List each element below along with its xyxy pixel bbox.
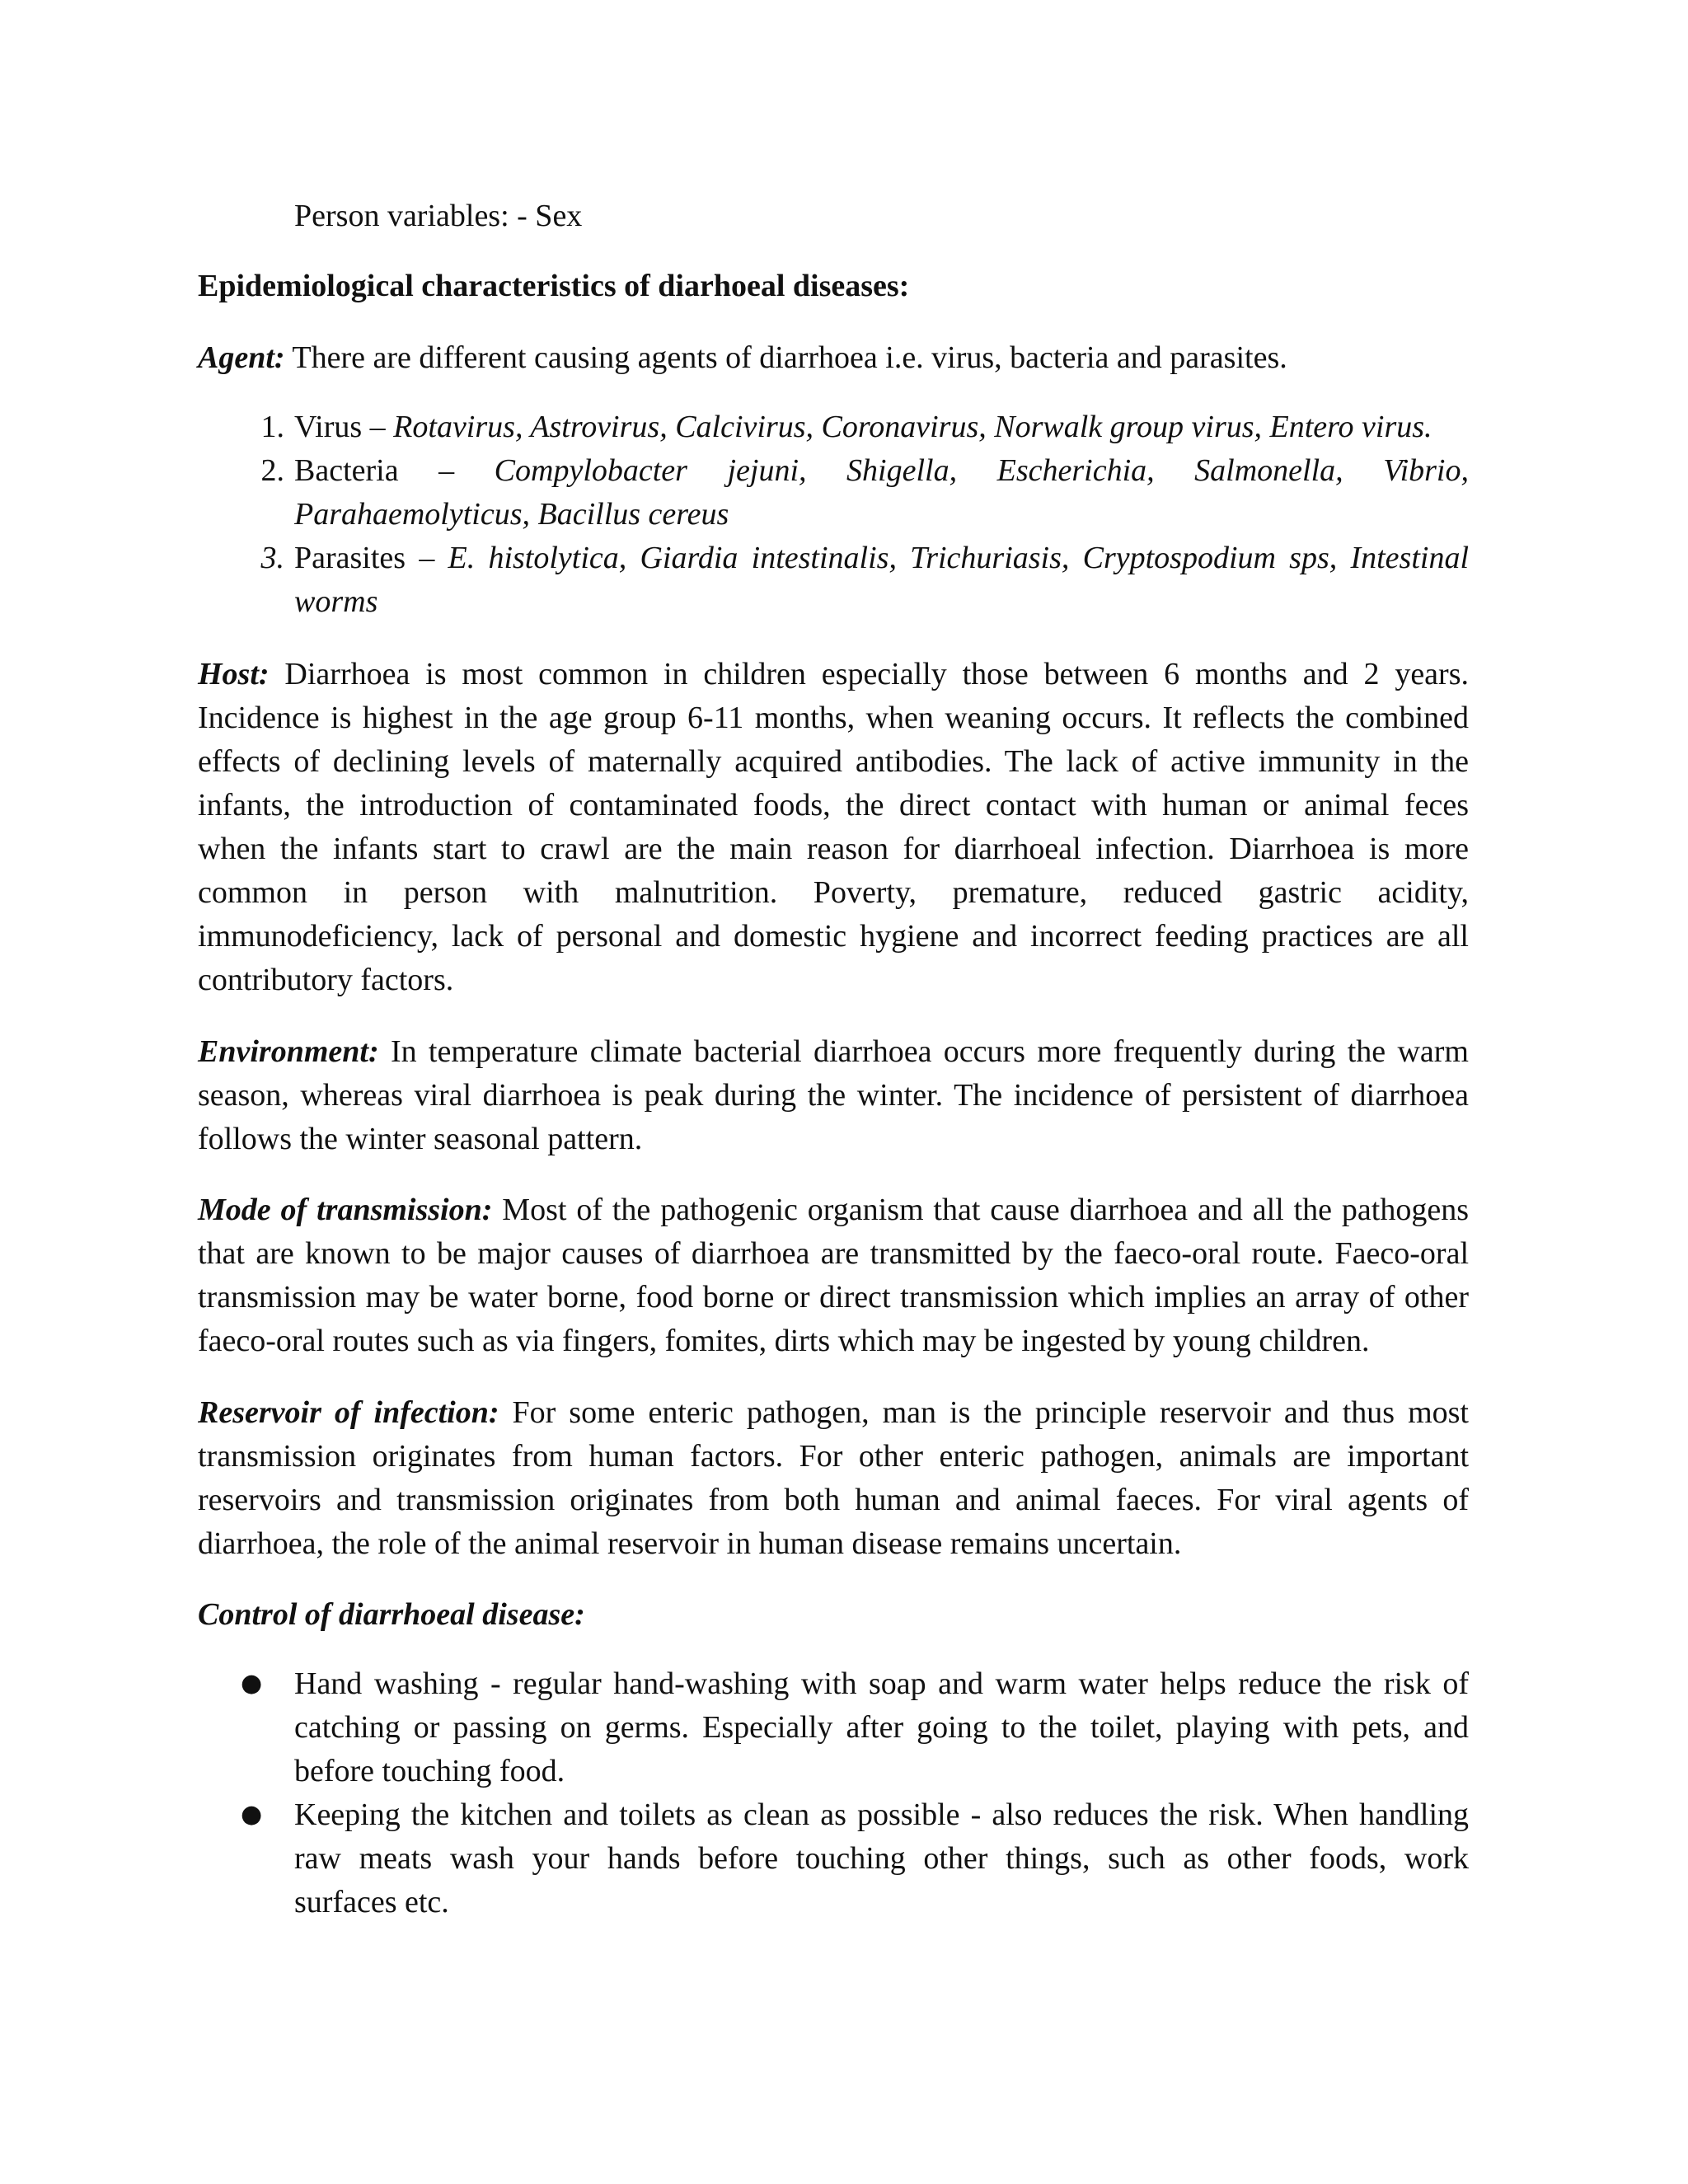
agent-item-name: Parasites	[294, 541, 420, 575]
agent-item-species: – Rotavirus, Astrovirus, Calcivirus, Coronavirus, Norwalk group virus, Entero virus.	[369, 410, 1432, 444]
reservoir-label: Reservoir of infection:	[198, 1395, 499, 1430]
agent-item-bacteria	[294, 455, 1469, 486]
agent-item-name: Bacteria	[294, 453, 439, 488]
host-line: effects of declining levels of maternally acquired antibodies. The lack of active immunity in the	[198, 744, 1469, 779]
reservoir-line: reservoirs and transmission originates from both human and animal faeces. For viral agents of	[198, 1483, 1469, 1517]
environment-line: season, whereas viral diarrhoea is peak during the winter. The incidence of persistent of diarrhoea	[198, 1078, 1469, 1113]
agent-paragraph	[198, 342, 1469, 373]
transmission-label: Mode of transmission:	[198, 1193, 493, 1227]
environment-label: Environment:	[198, 1034, 379, 1069]
transmission-line: that are known to be major causes of diarrhoea are transmitted by the faeco-oral route. Faeco-oral	[198, 1236, 1469, 1271]
agent-item-number: 1.	[260, 410, 284, 444]
agent-item-species: – Compylobacter jejuni, Shigella, Escherichia, Salmonella, Vibrio,	[438, 453, 1469, 488]
reservoir-line: transmission originates from human factors. For other enteric pathogen, animals are important	[198, 1439, 1469, 1474]
host-line: common in person with malnutrition. Poverty, premature, reduced gastric acidity,	[198, 875, 1469, 910]
control-bullet-line: Keeping the kitchen and toilets as clean as possible - also reduces the risk. When handling	[294, 1797, 1469, 1832]
agent-item-number: 2.	[260, 453, 284, 488]
reservoir-line: Reservoir of infection: For some enteric pathogen, man is the principle reservoir and thus most	[198, 1395, 1469, 1430]
host-line: Incidence is highest in the age group 6-11 months, when weaning occurs. It reflects the combined	[198, 701, 1469, 735]
host-line: immunodeficiency, lack of personal and domestic hygiene and incorrect feeding practices are all	[198, 919, 1469, 954]
host-line: infants, the introduction of contaminated foods, the direct contact with human or animal feces	[198, 788, 1469, 823]
epidemiological-heading: Epidemiological characteristics of diarhoeal diseases:	[198, 269, 910, 303]
host-line: contributory factors.	[198, 963, 454, 997]
control-bullet-line: before touching food.	[294, 1754, 565, 1788]
control-bullet-line: raw meats wash your hands before touching other things, such as other foods, work	[294, 1841, 1469, 1876]
agent-item-virus	[294, 411, 1469, 443]
agent-intro: There are different causing agents of diarrhoea i.e. virus, bacteria and parasites.	[284, 340, 1287, 375]
host-line: Host: Diarrhoea is most common in children especially those between 6 months and 2 years.	[198, 657, 1469, 691]
control-bullet-line: Hand washing - regular hand-washing with soap and warm water helps reduce the risk of	[294, 1666, 1469, 1701]
bullet-icon: ●	[241, 1669, 263, 1698]
control-bullet-line: surfaces etc.	[294, 1885, 449, 1919]
person-variables-text: Person variables: - Sex	[294, 199, 583, 233]
control-bullet-line: catching or passing on germs. Especially after going to the toilet, playing with pets, and	[294, 1710, 1469, 1745]
agent-item-number: 3.	[260, 541, 284, 575]
agent-item-bacteria-cont: Parahaemolyticus, Bacillus cereus	[294, 497, 729, 532]
bullet-icon: ●	[241, 1800, 263, 1829]
control-heading: Control of diarrhoeal disease:	[198, 1597, 585, 1632]
agent-item-parasites-cont: worms	[294, 584, 378, 619]
agent-item-species: – E. histolytica, Giardia intestinalis, Trichuriasis, Cryptospodium sps, Intestinal	[419, 541, 1470, 575]
agent-item-parasites	[294, 542, 1469, 574]
environment-line: follows the winter seasonal pattern.	[198, 1122, 643, 1156]
transmission-line: faeco-oral routes such as via fingers, fomites, dirts which may be ingested by young children.	[198, 1324, 1370, 1358]
environment-line: Environment: In temperature climate bacterial diarrhoea occurs more frequently during the warm	[198, 1034, 1469, 1069]
agent-label: Agent:	[198, 340, 285, 375]
reservoir-line: diarrhoea, the role of the animal reservoir in human disease remains uncertain.	[198, 1526, 1182, 1561]
person-variables-line	[294, 200, 1469, 232]
transmission-line: Mode of transmission: Most of the pathogenic organism that cause diarrhoea and all the pathogens	[198, 1193, 1469, 1227]
agent-item-name: Virus	[294, 410, 370, 444]
transmission-line: transmission may be water borne, food borne or direct transmission which implies an array of other	[198, 1280, 1469, 1315]
host-label: Host:	[198, 657, 270, 691]
host-line: when the infants start to crawl are the main reason for diarrhoeal infection. Diarrhoea is more	[198, 832, 1469, 866]
